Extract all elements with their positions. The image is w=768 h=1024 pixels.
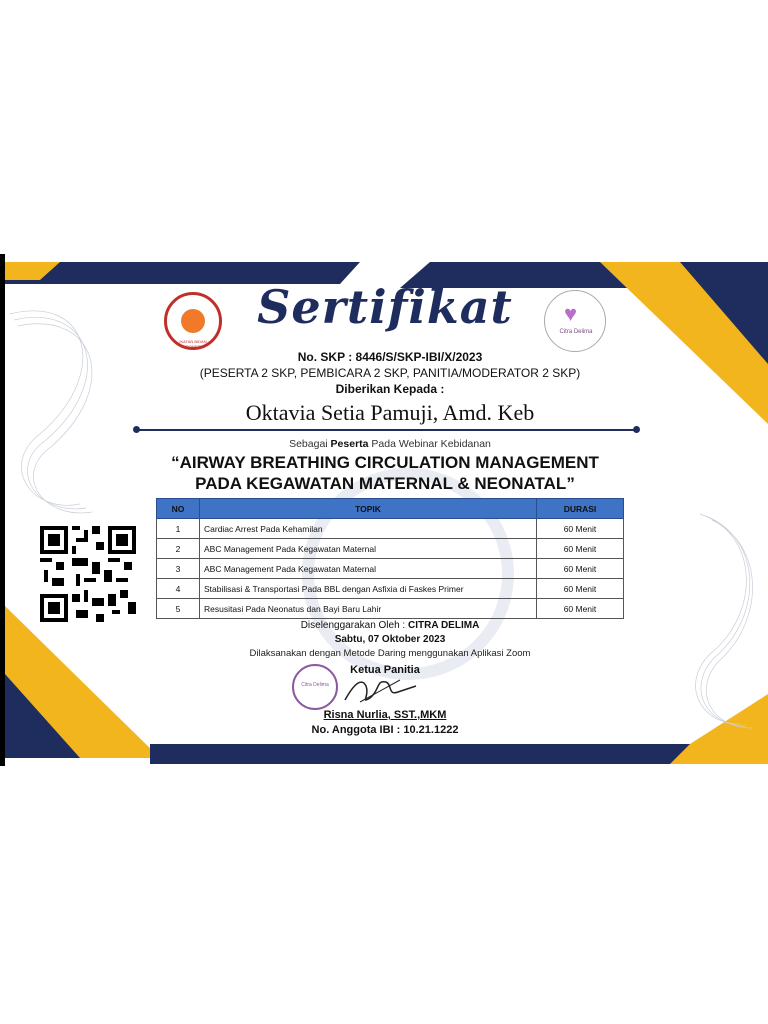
organizer-stamp: Citra Delima: [292, 664, 338, 710]
table-row: [157, 559, 624, 579]
recipient-name: Oktavia Setia Pamuji, Amd. Keb: [245, 400, 535, 425]
underline-dot-right: [633, 426, 640, 433]
skp-roles: (PESERTA 2 SKP, PEMBICARA 2 SKP, PANITIA/MODERATOR 2 SKP): [199, 366, 581, 380]
organizer: Diselenggarakan Oleh : CITRA DELIMA: [300, 620, 480, 631]
row-duration: 60 Menit: [537, 599, 624, 619]
name-underline: [136, 429, 636, 431]
citra-delima-logo: ♥ Citra Delima: [544, 290, 606, 352]
signer-name: Risna Nurlia, SST.,MKM: [323, 709, 447, 721]
row-topic: Cardiac Arrest Pada Kehamilan: [200, 519, 537, 539]
header-no: NO: [157, 499, 200, 519]
header-topic: TOPIK: [200, 499, 537, 519]
event-method: Dilaksanakan dengan Metode Daring menggunakan Aplikasi Zoom: [249, 648, 531, 659]
row-topic: ABC Management Pada Kegawatan Maternal: [200, 559, 537, 579]
row-duration: 60 Menit: [537, 559, 624, 579]
certificate: [0, 254, 768, 766]
row-duration: 60 Menit: [537, 539, 624, 559]
certificate-title: Sertifikat: [257, 280, 513, 334]
underline-dot-left: [133, 426, 140, 433]
row-no: 4: [157, 579, 200, 599]
header-duration: DURASI: [537, 499, 624, 519]
event-date: Sabtu, 07 Oktober 2023: [334, 634, 446, 645]
member-number: No. Anggota IBI : 10.21.1222: [311, 724, 459, 736]
row-no: 5: [157, 599, 200, 619]
table-row: [157, 539, 624, 559]
row-topic: ABC Management Pada Kegawatan Maternal: [200, 539, 537, 559]
table-row: [157, 579, 624, 599]
row-no: 2: [157, 539, 200, 559]
given-to-label: Diberikan Kepada :: [335, 382, 445, 396]
row-duration: 60 Menit: [537, 519, 624, 539]
topics-table: [156, 498, 624, 619]
row-no: 3: [157, 559, 200, 579]
table-row: [157, 519, 624, 539]
webinar-title: “AIRWAY BREATHING CIRCULATION MANAGEMENT PADA KEGAWATAN MATERNAL & NEONATAL”: [171, 453, 599, 493]
chair-title: Ketua Panitia: [350, 664, 420, 676]
signature-image: [340, 672, 420, 708]
table-row: [157, 599, 624, 619]
row-no: 1: [157, 519, 200, 539]
row-duration: 60 Menit: [537, 579, 624, 599]
qr-code: [40, 526, 136, 622]
skp-number: No. SKP : 8446/S/SKP-IBI/X/2023: [297, 350, 483, 364]
table-header-row: [157, 499, 624, 519]
participation-role: Sebagai Peserta Pada Webinar Kebidanan: [289, 438, 491, 450]
row-topic: Stabilisasi & Transportasi Pada BBL dengan Asfixia di Faskes Primer: [200, 579, 537, 599]
ibi-logo: IKATAN BIDAN INDONESIA: [164, 292, 222, 350]
row-topic: Resusitasi Pada Neonatus dan Bayi Baru Lahir: [200, 599, 537, 619]
